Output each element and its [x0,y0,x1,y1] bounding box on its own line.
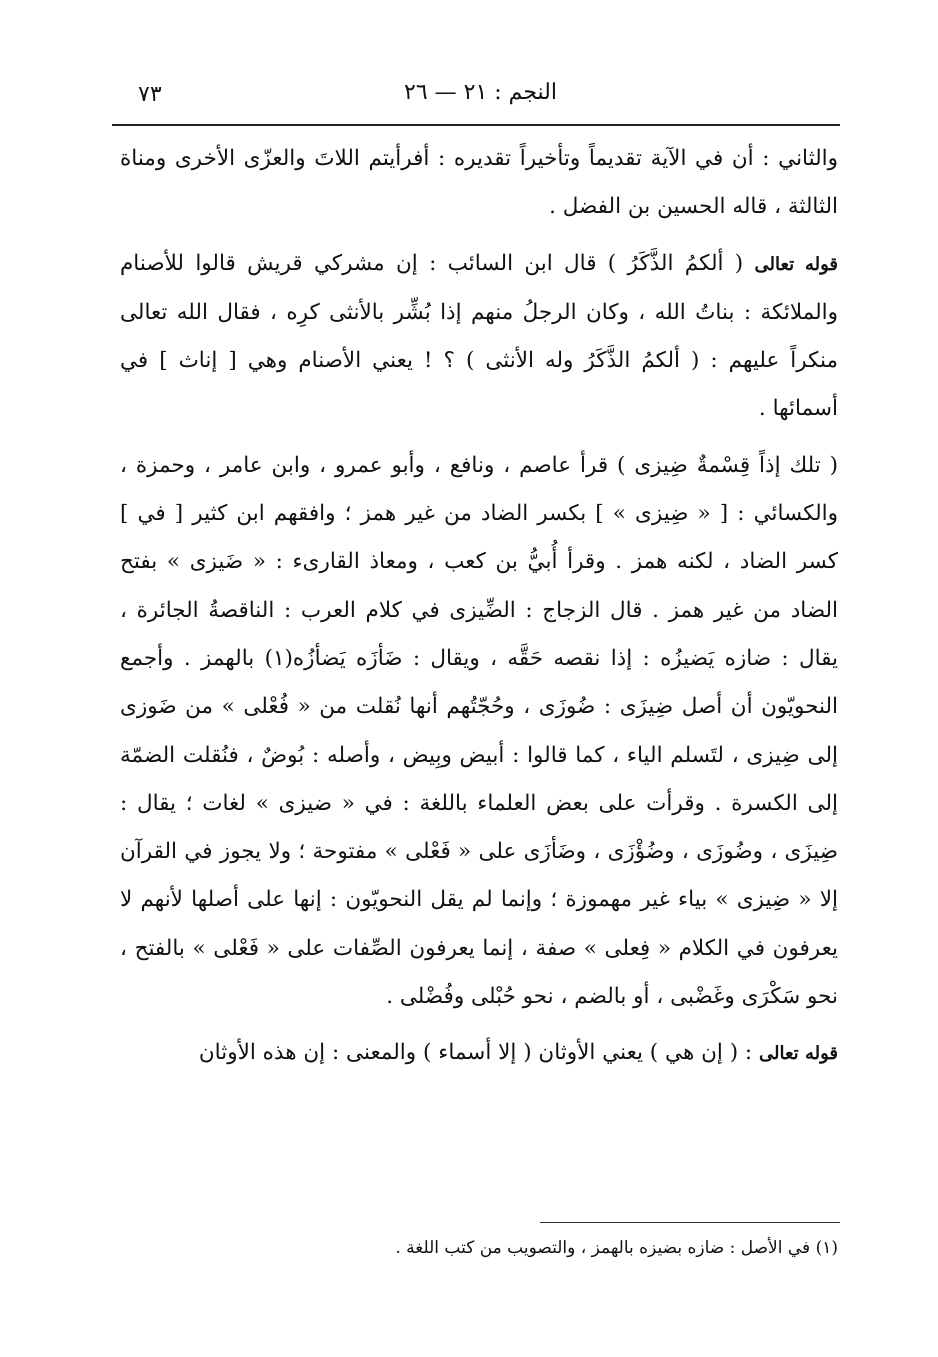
paragraph-3 [120,442,838,1022]
paragraph-4-text: : ( إن هي ) يعني الأوثان ( إلا أسماء ) والمعنى : إن هذه الأوثان [198,1040,760,1066]
paragraph-2-text: ( ألكمُ الذَّكَرُ ) قال ابن السائب : إن مشركي قريش قالوا للأصنام والملائكة : بناتُ الله ، وكان الرجلُ منهم إذا بُشِّر بالأنثى كرِه ، فقال الله تعالى منكراً عليهم : ( ألكمُ الذَّكَرُ وله الأنثى ) ؟ ! يعني الأصنام وهي [ إناث ] في أسمائها . [120,250,838,422]
paragraph-3-text: ( تلك إذاً قِسْمةٌ ضِيزى ) قرأ عاصم ، ونافع ، وأبو عمرو ، وابن عامر ، وحمزة ، والكسائي : [ « ضِيزى » ] بكسر الضاد من غير همز ؛ وافقهم ابن كثير [ في ] كسر الضاد ، لكنه همز . وقرأ أُبيُّ بن كعب ، ومعاذ القارىء : « ضَيزى » بفتح الضاد من غير همز . قال الزجاج : الضِّيزى في كلام العرب : الناقصةُ الجائرة ، يقال : ضازه يَضيزُه : إذا نقصه حَقَّه ، ويقال : ضَأزَه يَضأزُه(١) بالهمز . وأجمع النحويّون أن أصل ضِيزَى : ضُوزَى ، وحُجّتُهم أنها نُقلت من « فُعْلى » من ضَوزى إلى ضِيزى ، لتَسلم الياء ، كما قالوا : أبيض وبِيض ، وأصله : بُوضٌ ، فنُقلت الضمّة إلى الكسرة . وقرأت على بعض العلماء باللغة : في « ضيزى » لغات ؛ يقال : ضِيزَى ، وضُوزَى ، وضُؤْزَى ، وضَأزَى على « فَعْلى » مفتوحة ؛ ولا يجوز في القرآن إلا « ضِيزى » بياء غير مهموزة ؛ وإنما لم يقل النحويّون : إنها على أصلها لأنهم لا يعرفون في الكلام « فِعلى » صفة ، إنما يعرفون الصِّفات على « فَعْلى » بالفتح ، نحو سَكْرَى وغَضْبى ، أو بالضم ، نحو حُبْلى وفُضْلى . [120,452,838,1010]
footnote-divider [540,1222,840,1223]
paragraph-2-lead: قوله تعالى [754,253,838,275]
paragraph-1-text: والثاني : أن في الآية تقديماً وتأخيراً تقديره : أفرأيتم اللاتَ والعزّى الأخرى ومناة الثالثة ، قاله الحسين بن الفضل . [120,146,838,220]
footnote: (١) في الأصل : ضازه بضيزه بالهمز ، والتصويب من كتب اللغة . [395,1238,838,1258]
commentary-body [120,135,838,1087]
paragraph-4 [120,1029,838,1078]
paragraph-1 [120,135,838,232]
paragraph-2 [120,240,838,434]
running-header [118,80,843,120]
header-divider [112,124,840,126]
page-number: ٧٣ [138,82,162,107]
paragraph-4-lead: قوله تعالى [759,1043,838,1065]
chapter-verse-heading: النجم : ٢١ — ٢٦ [404,80,557,105]
